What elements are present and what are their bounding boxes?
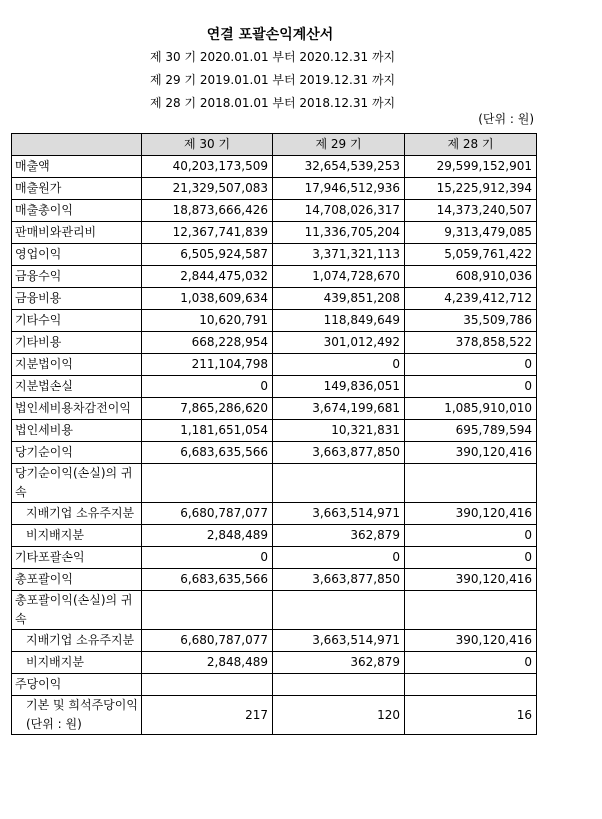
- row-value: 1,074,728,670: [273, 266, 405, 288]
- row-value: 35,509,786: [405, 310, 537, 332]
- row-value: 1,038,609,634: [142, 288, 273, 310]
- column-header-30: 제 30 기: [142, 134, 273, 156]
- column-header-label: [12, 134, 142, 156]
- table-row: [12, 503, 537, 525]
- row-label: 기본 및 희석주당이익 (단위 : 원): [12, 696, 142, 735]
- row-label: 비지배지분: [12, 652, 142, 674]
- table-row: [12, 288, 537, 310]
- row-value: 3,663,877,850: [273, 569, 405, 591]
- table-row: [12, 464, 537, 503]
- unit-note: (단위 : 원): [478, 112, 534, 126]
- row-value: 6,505,924,587: [142, 244, 273, 266]
- row-value: [405, 591, 537, 630]
- row-value: 9,313,479,085: [405, 222, 537, 244]
- row-value: 1,181,651,054: [142, 420, 273, 442]
- row-label: 지분법손실: [12, 376, 142, 398]
- row-value: 14,373,240,507: [405, 200, 537, 222]
- row-value: 3,663,877,850: [273, 442, 405, 464]
- row-value: [142, 464, 273, 503]
- row-value: 0: [273, 354, 405, 376]
- row-value: 390,120,416: [405, 442, 537, 464]
- row-value: 0: [142, 376, 273, 398]
- row-value: 12,367,741,839: [142, 222, 273, 244]
- table-row: [12, 591, 537, 630]
- row-value: 362,879: [273, 652, 405, 674]
- column-header-28: 제 28 기: [405, 134, 537, 156]
- row-value: 608,910,036: [405, 266, 537, 288]
- row-value: 16: [405, 696, 537, 735]
- row-value: [142, 591, 273, 630]
- row-value: 0: [405, 376, 537, 398]
- row-value: [273, 591, 405, 630]
- row-value: 1,085,910,010: [405, 398, 537, 420]
- row-value: 14,708,026,317: [273, 200, 405, 222]
- row-value: 6,683,635,566: [142, 442, 273, 464]
- table-row: [12, 674, 537, 696]
- row-label: 매출총이익: [12, 200, 142, 222]
- row-value: 0: [405, 354, 537, 376]
- row-label: 당기순이익: [12, 442, 142, 464]
- row-label: 금융비용: [12, 288, 142, 310]
- row-label: 금융수익: [12, 266, 142, 288]
- table-row: [12, 156, 537, 178]
- row-label: 기타비용: [12, 332, 142, 354]
- table-row: [12, 696, 537, 735]
- row-value: 0: [273, 547, 405, 569]
- row-value: 362,879: [273, 525, 405, 547]
- row-value: 40,203,173,509: [142, 156, 273, 178]
- row-value: 3,663,514,971: [273, 503, 405, 525]
- row-value: 2,848,489: [142, 652, 273, 674]
- table-row: [12, 420, 537, 442]
- row-label: 판매비와관리비: [12, 222, 142, 244]
- table-header-row: [12, 134, 537, 156]
- row-label: 영업이익: [12, 244, 142, 266]
- row-value: 21,329,507,083: [142, 178, 273, 200]
- table-row: [12, 569, 537, 591]
- row-value: 4,239,412,712: [405, 288, 537, 310]
- table-row: [12, 442, 537, 464]
- row-value: 301,012,492: [273, 332, 405, 354]
- row-label: 비지배지분: [12, 525, 142, 547]
- row-value: 0: [142, 547, 273, 569]
- row-value: 6,680,787,077: [142, 630, 273, 652]
- table-row: [12, 222, 537, 244]
- row-label: 매출원가: [12, 178, 142, 200]
- statement-title: 연결 포괄손익계산서: [206, 27, 334, 43]
- table-row: [12, 244, 537, 266]
- row-value: 5,059,761,422: [405, 244, 537, 266]
- row-value: 390,120,416: [405, 630, 537, 652]
- row-label: 법인세비용: [12, 420, 142, 442]
- row-label: 지배기업 소유주지분: [12, 630, 142, 652]
- row-value: 3,663,514,971: [273, 630, 405, 652]
- table-row: [12, 398, 537, 420]
- row-value: [405, 674, 537, 696]
- table-row: [12, 376, 537, 398]
- table-row: [12, 354, 537, 376]
- table-row: [12, 525, 537, 547]
- row-label: 기타수익: [12, 310, 142, 332]
- table-row: [12, 547, 537, 569]
- row-value: 7,865,286,620: [142, 398, 273, 420]
- row-value: [273, 464, 405, 503]
- income-statement-table: [11, 133, 537, 735]
- row-value: 118,849,649: [273, 310, 405, 332]
- row-value: 2,848,489: [142, 525, 273, 547]
- row-value: 6,683,635,566: [142, 569, 273, 591]
- row-value: 6,680,787,077: [142, 503, 273, 525]
- row-value: 378,858,522: [405, 332, 537, 354]
- period-line-28: 제 28 기 2018.01.01 부터 2018.12.31 까지: [150, 96, 396, 110]
- row-value: 18,873,666,426: [142, 200, 273, 222]
- row-label: 지분법이익: [12, 354, 142, 376]
- row-label: 총포괄이익(손실)의 귀속: [12, 591, 142, 630]
- row-value: [142, 674, 273, 696]
- table-row: [12, 178, 537, 200]
- table-row: [12, 266, 537, 288]
- row-value: 2,844,475,032: [142, 266, 273, 288]
- row-label: 매출액: [12, 156, 142, 178]
- period-line-30: 제 30 기 2020.01.01 부터 2020.12.31 까지: [150, 50, 396, 64]
- table-row: [12, 630, 537, 652]
- row-value: 0: [405, 525, 537, 547]
- row-value: 211,104,798: [142, 354, 273, 376]
- row-value: 15,225,912,394: [405, 178, 537, 200]
- row-label: 기타포괄손익: [12, 547, 142, 569]
- table-row: [12, 652, 537, 674]
- row-value: 17,946,512,936: [273, 178, 405, 200]
- row-label: 법인세비용차감전이익: [12, 398, 142, 420]
- row-label: 당기순이익(손실)의 귀속: [12, 464, 142, 503]
- row-value: 11,336,705,204: [273, 222, 405, 244]
- table-body: [12, 156, 537, 735]
- row-value: 390,120,416: [405, 503, 537, 525]
- row-value: 3,371,321,113: [273, 244, 405, 266]
- row-label: 주당이익: [12, 674, 142, 696]
- row-value: 439,851,208: [273, 288, 405, 310]
- row-value: [273, 674, 405, 696]
- row-value: 3,674,199,681: [273, 398, 405, 420]
- row-value: [405, 464, 537, 503]
- row-value: 32,654,539,253: [273, 156, 405, 178]
- row-value: 29,599,152,901: [405, 156, 537, 178]
- row-value: 10,321,831: [273, 420, 405, 442]
- row-value: 120: [273, 696, 405, 735]
- row-value: 0: [405, 652, 537, 674]
- table-row: [12, 310, 537, 332]
- row-value: 668,228,954: [142, 332, 273, 354]
- period-line-29: 제 29 기 2019.01.01 부터 2019.12.31 까지: [150, 73, 396, 87]
- row-value: 0: [405, 547, 537, 569]
- row-value: 695,789,594: [405, 420, 537, 442]
- row-value: 390,120,416: [405, 569, 537, 591]
- row-label: 총포괄이익: [12, 569, 142, 591]
- row-value: 10,620,791: [142, 310, 273, 332]
- table-row: [12, 332, 537, 354]
- row-value: 149,836,051: [273, 376, 405, 398]
- column-header-29: 제 29 기: [273, 134, 405, 156]
- row-label: 지배기업 소유주지분: [12, 503, 142, 525]
- table-row: [12, 200, 537, 222]
- row-value: 217: [142, 696, 273, 735]
